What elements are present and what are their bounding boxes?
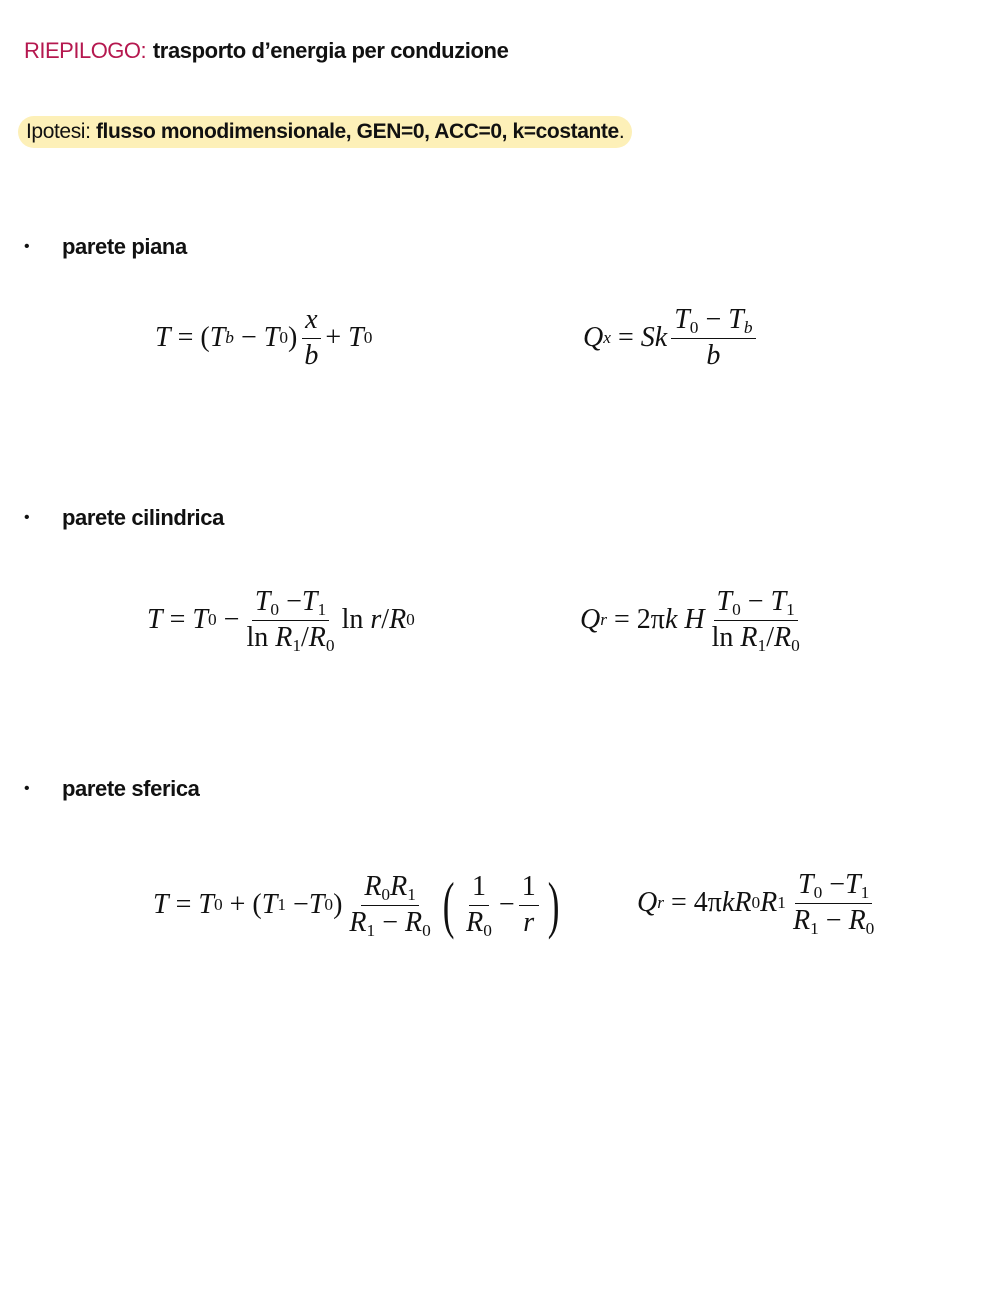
- formula-temperature-piana: T = ( T b − T 0 ) $\frac{x}{b}$ + T 0: [155, 304, 373, 371]
- formula-temperature-sferica: T = T 0 + ( T 1 − T 0 ) $\frac{R_0R_1}{R_1 - R_0}$ ( $\frac{1}{R_0}$ − $\frac{1}{r}$ ): [153, 869, 560, 941]
- title-text: trasporto d’energia per conduzione: [152, 38, 509, 63]
- title-label: RIEPILOGO:: [24, 38, 147, 63]
- section-label-cilindrica: parete cilindrica: [62, 505, 224, 530]
- formula-flux-cilindrica: Q r = 2π k H $\frac{T_0 - T_1}{\ln R_1/R_0}$: [580, 586, 800, 655]
- formula-flux-piana: Q x = Sk $\frac{T_0 - T_b}{b}$: [583, 305, 760, 372]
- hypothesis-text: flusso monodimensionale, GEN=0, ACC=0, k=costante: [95, 120, 619, 143]
- page-title: [24, 38, 508, 64]
- hypothesis-highlight: [18, 116, 632, 148]
- hypothesis-label: Ipotesi:: [26, 120, 91, 143]
- hypothesis-end: .: [618, 120, 625, 143]
- bullet-sferica: •: [24, 780, 30, 797]
- bullet-piana: •: [24, 238, 30, 255]
- bullet-cilindrica: •: [24, 509, 30, 526]
- formula-temperature-cilindrica: T = T 0 − $\frac{T_0 -T_1}{\ln R_1/R_0}$ ln r / R 0: [147, 586, 415, 655]
- section-label-sferica: parete sferica: [62, 776, 200, 801]
- section-label-piana: parete piana: [62, 234, 187, 259]
- formula-flux-sferica: Q r = 4π k R 0 R 1 $\frac{T_0 -T_1}{R_1 - R_0}$: [637, 869, 875, 938]
